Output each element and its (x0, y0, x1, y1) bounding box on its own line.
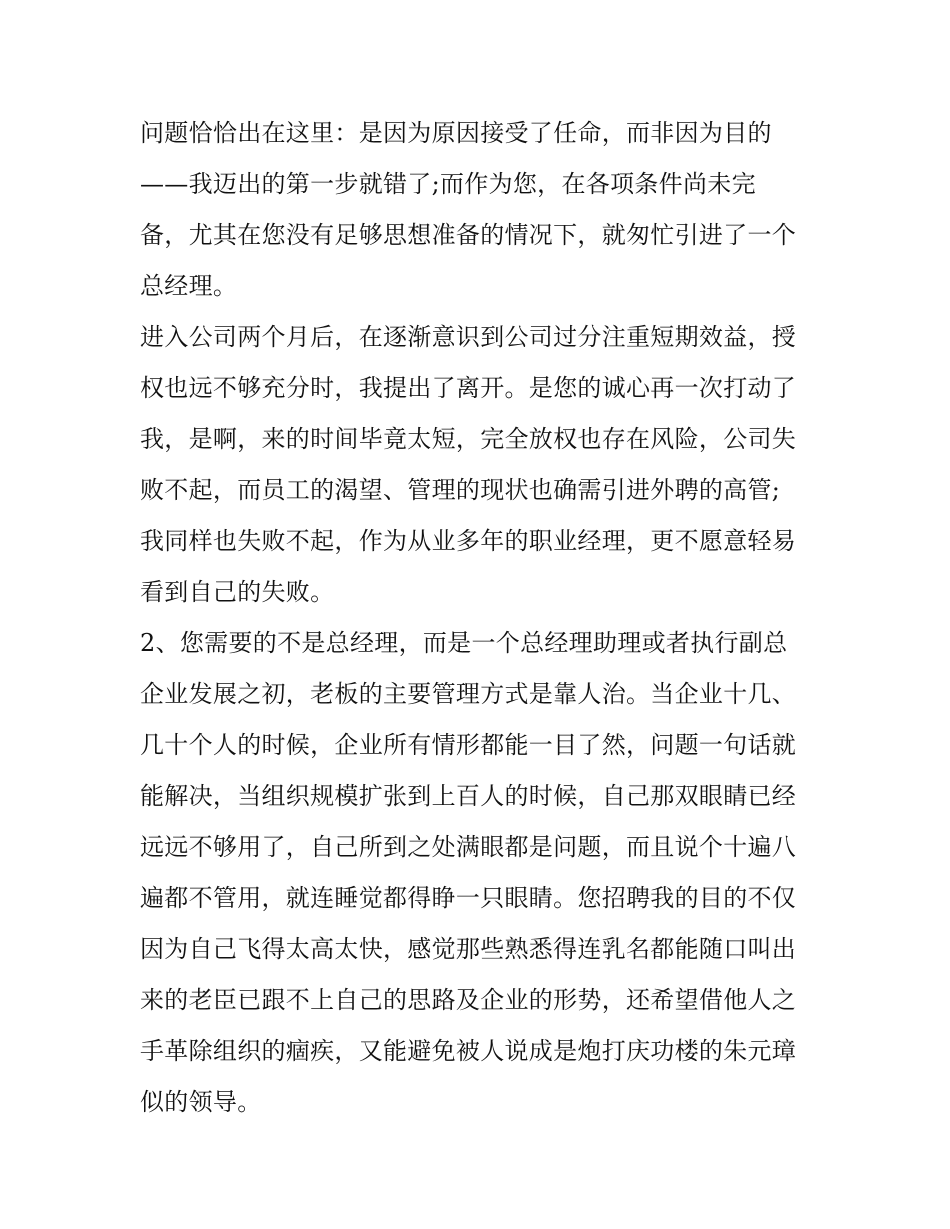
text-line: 问题恰恰出在这里：是因为原因接受了任命，而非因为目的 (140, 119, 772, 147)
text-line: 远远不够用了，自己所到之处满眼都是问题，而且说个十遍八 (140, 833, 797, 861)
text-line: 败不起，而员工的渴望、管理的现状也确需引进外聘的高管; (140, 476, 781, 504)
text-line: 进入公司两个月后，在逐渐意识到公司过分注重短期效益，授 (140, 323, 797, 351)
body-text (140, 108, 820, 1128)
text-line: 几十个人的时候，企业所有情形都能一目了然，问题一句话就 (140, 731, 797, 759)
text-line: 来的老臣已跟不上自己的思路及企业的形势，还希望借他人之 (140, 986, 797, 1014)
text-line: 似的领导。 (140, 1088, 262, 1116)
text-line: 企业发展之初，老板的主要管理方式是靠人治。当企业十几、 (140, 680, 797, 708)
text-line: 看到自己的失败。 (140, 578, 335, 606)
text-line: 遍都不管用，就连睡觉都得睁一只眼睛。您招聘我的目的不仅 (140, 884, 797, 912)
text-line: ——我迈出的第一步就错了;而作为您，在各项条件尚未完 (140, 170, 756, 198)
text-line: 我，是啊，来的时间毕竟太短，完全放权也存在风险，公司失 (140, 425, 797, 453)
text-line: 总经理。 (140, 272, 238, 300)
text-line: 权也远不够充分时，我提出了离开。是您的诚心再一次打动了 (140, 374, 797, 402)
section-heading: 2、您需要的不是总经理，而是一个总经理助理或者执行副总 (140, 629, 788, 657)
text-line: 手革除组织的痼疾，又能避免被人说成是炮打庆功楼的朱元璋 (140, 1037, 797, 1065)
text-line: 我同样也失败不起，作为从业多年的职业经理，更不愿意轻易 (140, 527, 797, 555)
text-line: 因为自己飞得太高太快，感觉那些熟悉得连乳名都能随口叫出 (140, 935, 797, 963)
text-line: 能解决，当组织规模扩张到上百人的时候，自己那双眼睛已经 (140, 782, 797, 810)
text-line: 备，尤其在您没有足够思想准备的情况下，就匆忙引进了一个 (140, 221, 797, 249)
